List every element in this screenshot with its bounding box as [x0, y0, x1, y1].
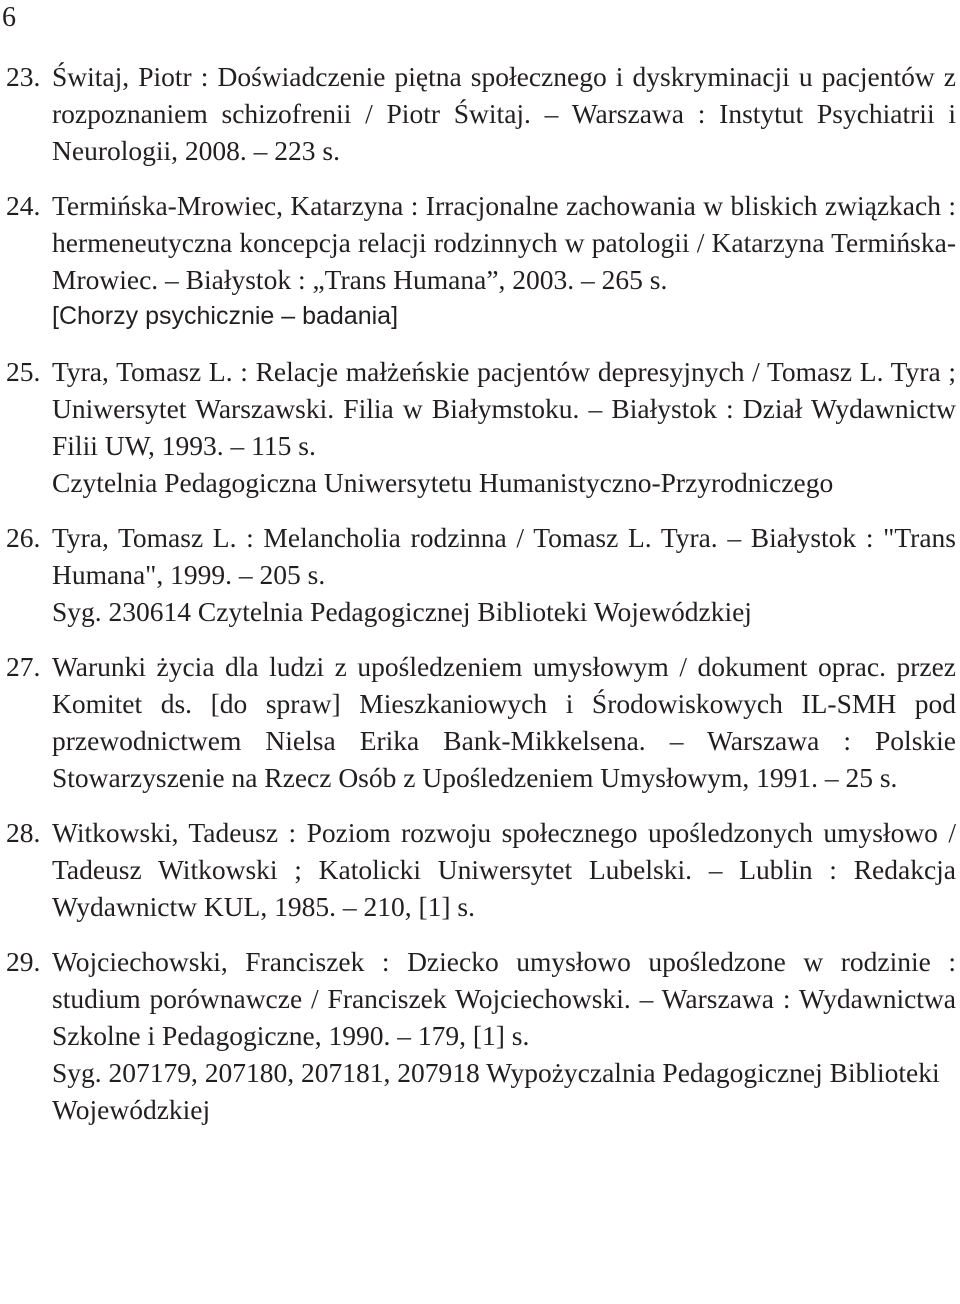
bibliography-entry-23 [0, 58, 960, 169]
entry-text: Termińska-Mrowiec, Katarzyna : Irracjonalne zachowania w bliskich związkach : hermeneutyczna koncepcja relacji rodzinnych w patologii / Katarzyna Termińska-Mrowiec. – Białystok : „Trans Humana”, 2003. – 265 s. [52, 190, 956, 295]
entry-number: 29. [6, 946, 41, 977]
entry-subject-note: [Chorzy psychicznie – badania] [52, 302, 399, 330]
entry-text: Świtaj, Piotr : Doświadczenie piętna społecznego i dyskryminacji u pacjentów z rozpoznaniem schizofrenii / Piotr Świtaj. – Warszawa : Instytut Psychiatrii i Neurologii, 2008. – 223 s. [52, 61, 956, 166]
bibliography-entry-25 [0, 353, 960, 501]
bibliography-entry-27 [0, 648, 960, 796]
bibliography-entry-24 [0, 187, 960, 335]
entry-text: Tyra, Tomasz L. : Melancholia rodzinna / Tomasz L. Tyra. – Białystok : "Trans Humana", 1999. – 205 s. [52, 522, 956, 590]
entry-text: Wojciechowski, Franciszek : Dziecko umysłowo upośledzone w rodzinie : studium porównawcze / Franciszek Wojciechowski. – Warszawa : Wydawnictwa Szkolne i Pedagogiczne, 1990. – 179, [1] s. [52, 946, 956, 1051]
entry-location-note: Syg. 207179, 207180, 207181, 207918 Wypożyczalnia Pedagogicznej Biblioteki Wojewódzkiej [52, 1057, 940, 1125]
entry-location-note: Czytelnia Pedagogiczna Uniwersytetu Humanistyczno-Przyrodniczego [52, 467, 834, 498]
entry-text: Tyra, Tomasz L. : Relacje małżeńskie pacjentów depresyjnych / Tomasz L. Tyra ; Uniwersytet Warszawski. Filia w Białymstoku. – Białystok : Dział Wydawnictw Filii UW, 1993. – 115 s. [52, 356, 956, 461]
bibliography-entry-29 [0, 943, 960, 1128]
bibliography-entry-28 [0, 814, 960, 925]
entry-number: 25. [6, 356, 41, 387]
page-number: 6 [2, 2, 16, 33]
bibliography-entry-26 [0, 519, 960, 630]
entry-number: 26. [6, 522, 41, 553]
entry-number: 27. [6, 651, 41, 682]
entry-number: 24. [6, 190, 41, 221]
bibliography-list [0, 58, 960, 1128]
entry-text: Warunki życia dla ludzi z upośledzeniem umysłowym / dokument oprac. przez Komitet ds. [do spraw] Mieszkaniowych i Środowiskowych IL-SMH pod przewodnictwem Nielsa Erika Bank-Mikkelsena. – Warszawa : Polskie Stowarzyszenie na Rzecz Osób z Upośledzeniem Umysłowym, 1991. – 25 s. [52, 651, 956, 793]
entry-number: 28. [6, 817, 41, 848]
entry-text: Witkowski, Tadeusz : Poziom rozwoju społecznego upośledzonych umysłowo / Tadeusz Witkowski ; Katolicki Uniwersytet Lubelski. – Lublin : Redakcja Wydawnictw KUL, 1985. – 210, [1] s. [52, 817, 956, 922]
entry-location-note: Syg. 230614 Czytelnia Pedagogicznej Biblioteki Wojewódzkiej [52, 596, 752, 627]
entry-number: 23. [6, 61, 41, 92]
